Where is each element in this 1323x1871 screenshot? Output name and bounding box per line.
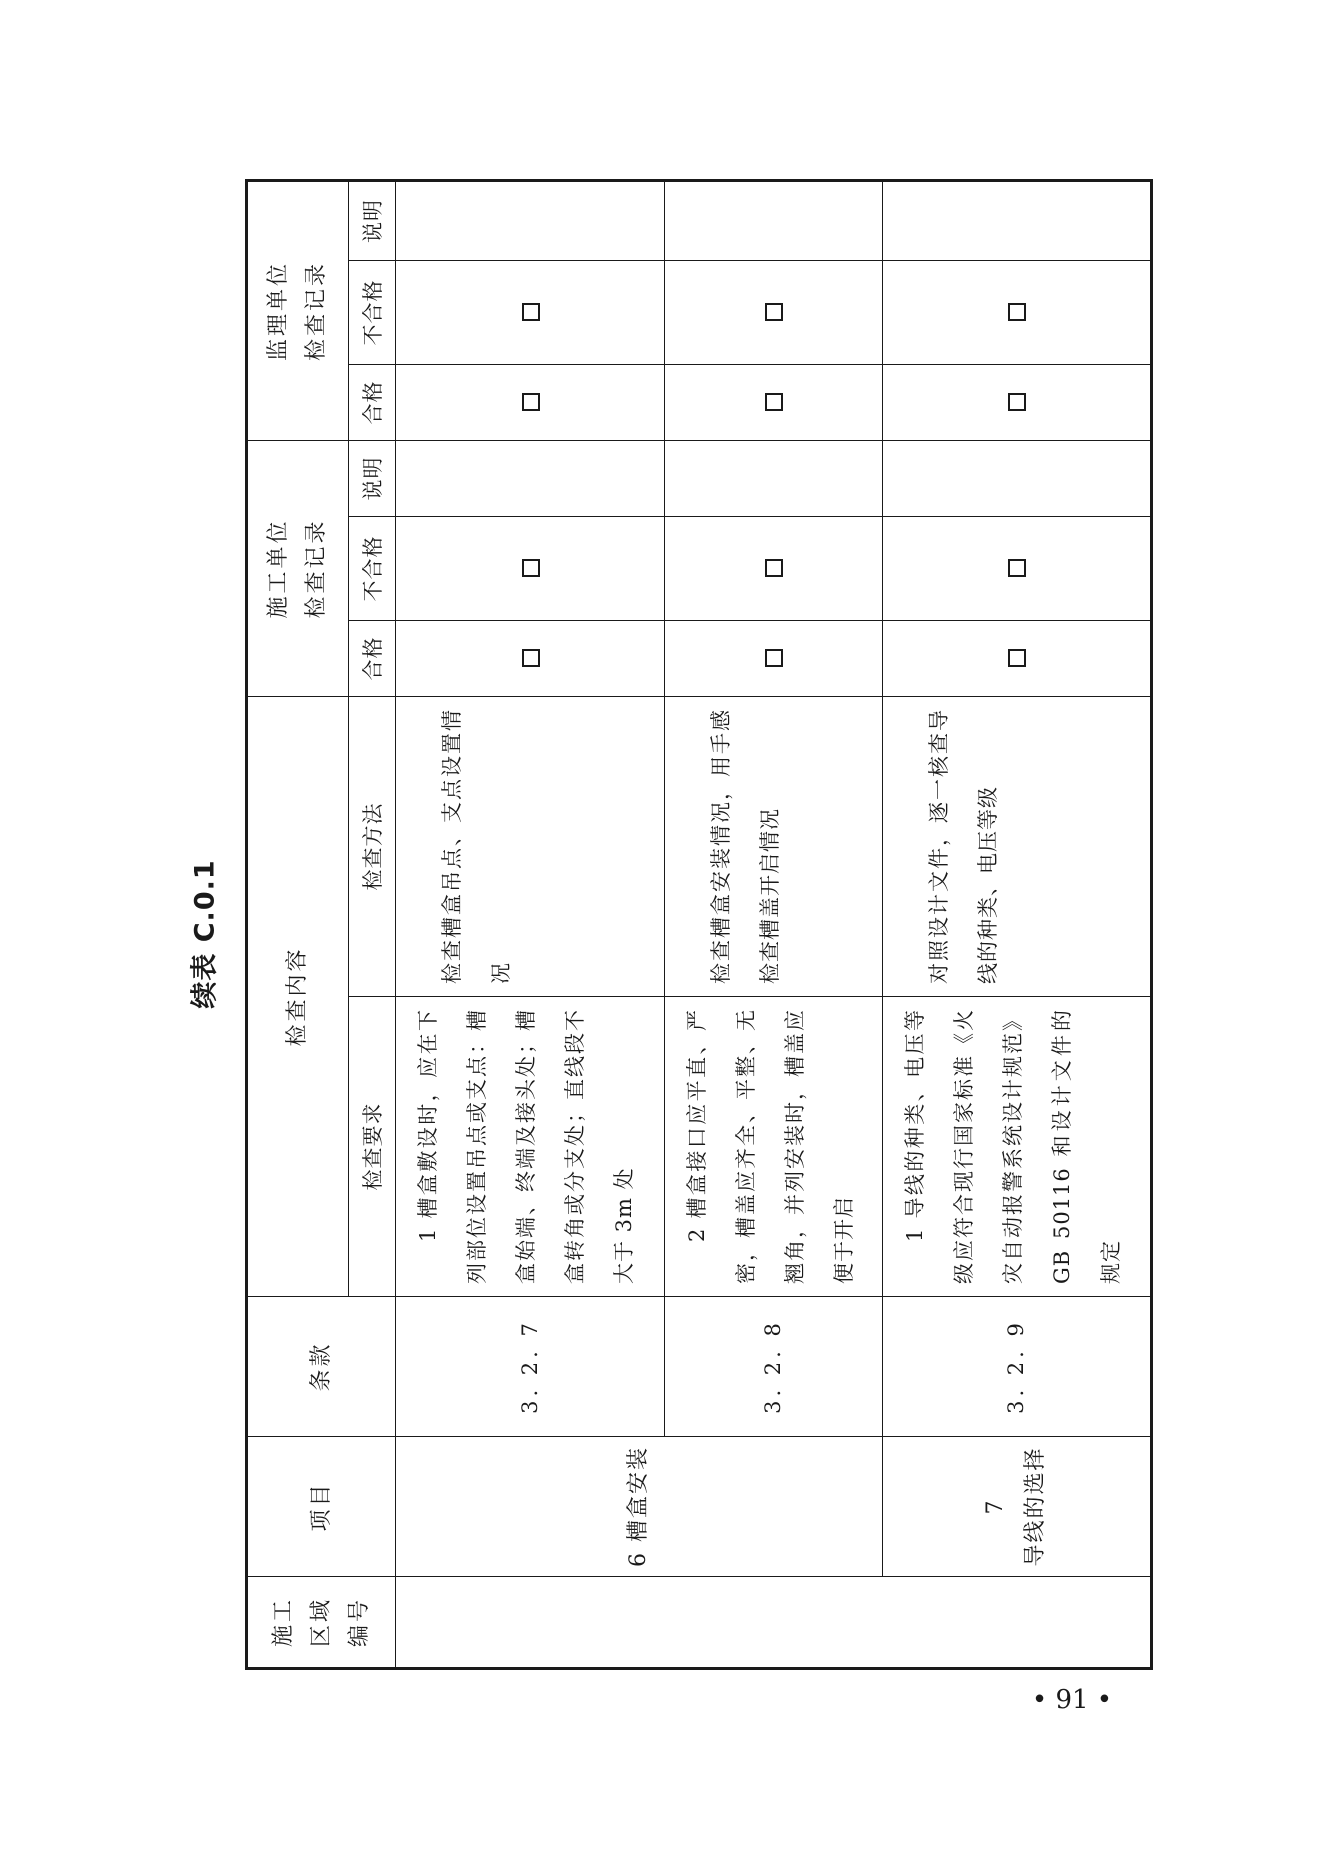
checkbox[interactable] [522, 649, 540, 667]
construction-pass-cell [664, 620, 882, 696]
header-requirement: 检查要求 [349, 997, 396, 1297]
checkbox[interactable] [522, 559, 540, 577]
header-supervision-note: 说明 [349, 180, 396, 260]
header-supervision-fail: 不合格 [349, 260, 396, 364]
header-construction-line-2: 检查记录 [304, 518, 330, 619]
header-row-1 [247, 180, 349, 1668]
construction-fail-cell [396, 516, 664, 620]
header-construction-fail: 不合格 [349, 516, 396, 620]
page-number: • 91 • [1031, 1685, 1113, 1715]
supervision-note-cell [396, 180, 664, 260]
checkbox[interactable] [765, 303, 783, 321]
checkbox[interactable] [1008, 393, 1026, 411]
construction-fail-cell [664, 516, 882, 620]
supervision-fail-cell [396, 260, 664, 364]
checkbox[interactable] [1008, 303, 1026, 321]
header-construction-line-1: 施工单位 [266, 518, 292, 619]
header-construction-note: 说明 [349, 440, 396, 516]
header-project: 项目 [247, 1437, 396, 1577]
method-cell [882, 696, 1151, 996]
method-cell [664, 696, 882, 996]
supervision-fail-cell [664, 260, 882, 364]
checkbox[interactable] [765, 649, 783, 667]
header-area-code [247, 1577, 396, 1669]
header-supervision-line-1: 监理单位 [266, 260, 292, 361]
checkbox[interactable] [765, 559, 783, 577]
header-construction-unit [247, 440, 349, 696]
requirement-cell [882, 997, 1151, 1297]
header-method: 检查方法 [349, 696, 396, 996]
header-supervision-line-2: 检查记录 [304, 260, 330, 361]
construction-note-cell [882, 440, 1151, 516]
supervision-pass-cell [396, 364, 664, 440]
header-clause: 条款 [247, 1297, 396, 1437]
project-cell: 6 槽盒安装 [396, 1437, 882, 1577]
area-code-cell [396, 1577, 1152, 1669]
construction-note-cell [396, 440, 664, 516]
header-supervision-pass: 合格 [349, 364, 396, 440]
checkbox[interactable] [522, 393, 540, 411]
header-content: 检查内容 [247, 696, 349, 1296]
requirement-text: 2 槽盒接口应平直、严密，槽盖应齐全、平整、无翘角，并列安装时，槽盖应便于开启 [684, 1009, 856, 1284]
construction-fail-cell [882, 516, 1151, 620]
project-cell [882, 1437, 1151, 1577]
page-title: 续表 C.0.1 [189, 859, 221, 1009]
header-area-line-3: 编号 [346, 1597, 372, 1648]
clause-cell: 3. 2. 8 [664, 1297, 882, 1437]
construction-pass-cell [882, 620, 1151, 696]
checkbox[interactable] [522, 303, 540, 321]
rotated-table-wrapper [245, 198, 1153, 1670]
table-row [882, 180, 1151, 1668]
supervision-pass-cell [882, 364, 1151, 440]
requirement-text: 1 导线的种类、电压等级应符合现行国家标准《火灾自动报警系统设计规范》GB 50116 和设计文件的规定 [902, 1009, 1123, 1284]
clause-cell: 3. 2. 9 [882, 1297, 1151, 1437]
inspection-table [245, 179, 1153, 1670]
supervision-note-cell [882, 180, 1151, 260]
project-name: 导线的选择 [1023, 1446, 1049, 1567]
requirement-cell [396, 997, 664, 1297]
table-row [396, 180, 664, 1668]
requirement-cell [664, 997, 882, 1297]
clause-cell: 3. 2. 7 [396, 1297, 664, 1437]
supervision-note-cell [664, 180, 882, 260]
header-area-line-2: 区域 [308, 1597, 334, 1648]
checkbox[interactable] [1008, 559, 1026, 577]
supervision-fail-cell [882, 260, 1151, 364]
method-text: 对照设计文件，逐一核查导线的种类、电压等级 [926, 708, 1000, 984]
project-number: 7 [983, 1498, 1009, 1515]
checkbox[interactable] [765, 393, 783, 411]
method-text: 检查槽盒安装情况，用手感检查槽盖开启情况 [708, 708, 782, 984]
method-text: 检查槽盒吊点、支点设置情况 [440, 708, 514, 984]
checkbox[interactable] [1008, 649, 1026, 667]
construction-note-cell [664, 440, 882, 516]
header-supervision-unit [247, 180, 349, 440]
requirement-text: 1 槽盒敷设时，应在下列部位设置吊点或支点：槽盒始端、终端及接头处；槽盒转角或分支处；直线段不大于 3m 处 [416, 1009, 637, 1284]
method-cell [396, 696, 664, 996]
supervision-pass-cell [664, 364, 882, 440]
header-construction-pass: 合格 [349, 620, 396, 696]
construction-pass-cell [396, 620, 664, 696]
header-area-line-1: 施工 [270, 1597, 296, 1648]
